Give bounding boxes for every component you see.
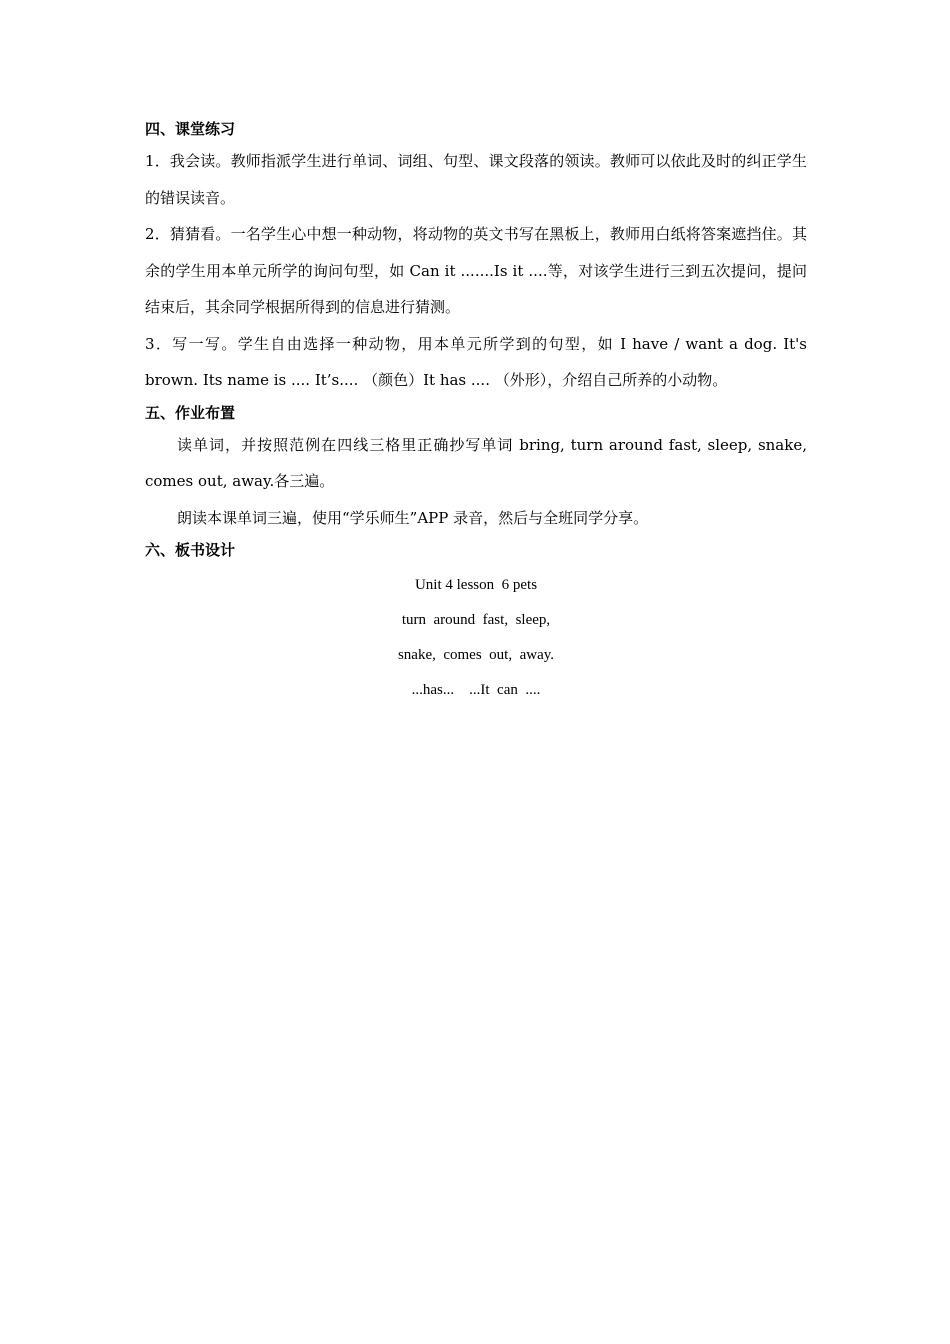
practice-heading: 四、课堂练习 [145,120,236,138]
homework-item-2: 朗读本课单词三遍，使用“学乐师生”APP 录音，然后与全班同学分享。 [177,508,649,527]
practice-item-1: 1．我会读。教师指派学生进行单词、词组、句型、课文段落的领读。教师可以依此及时的纠正学生的错误读音。 [145,152,807,207]
board-line-title: Unit 4 lesson 6 pets [414,577,538,593]
practice-item-2: 2．猜猜看。一名学生心中想一种动物，将动物的英文书写在黑板上，教师用白纸将答案遮挡住。其余的学生用本单元所学的询问句型，如 Can it .......Is it ....等，对该学生进行三到五次提问，提问结束后，其余同学根据所得到的信息进行猜测。 [145,225,807,316]
practice-item-3: 3．写一写。学生自由选择一种动物，用本单元所学到的句型，如 I have / want a dog. It's brown. Its name is .... It’s.... （颜色）It has .... （外形），介绍自己所养的小动物。 [145,334,807,389]
board-line-sentences: ...has... ...It can .... [411,682,541,698]
board-line-words-1: turn around fast, sleep, [401,612,551,628]
homework-item-1: 读单词，并按照范例在四线三格里正确抄写单词 bring, turn around fast, sleep, snake, comes out, away.各三遍。 [145,435,807,490]
homework-heading: 五、作业布置 [145,403,236,422]
board-line-words-2: snake, comes out, away. [397,647,555,663]
board-design [145,568,807,708]
lesson-content [145,115,807,708]
board-heading: 六、板书设计 [145,541,236,559]
